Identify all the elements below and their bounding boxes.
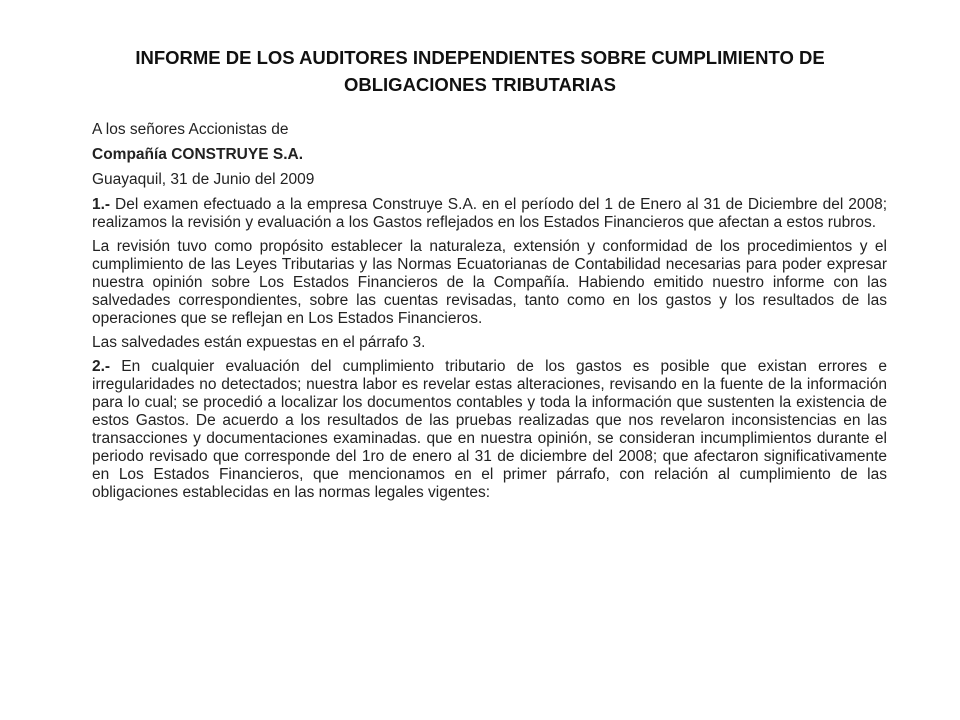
section-2-text: En cualquier evaluación del cumplimiento tributario de los gastos es posible que existan errores e irregularidades no detectados; nuestra labor es revelar estas alteraciones, revisando en la fuente de la información para lo cual; se procedió a localizar los documentos contables y toda la información que sustenten la existencia de estos Gastos. De acuerdo a los resultados de las pruebas realizadas que nos revelaron inconsistencias en las transacciones y documentaciones examinadas. que en nuestra opinión, se consideran incumplimientos durante el periodo revisado que corresponde del 1ro de enero al 31 de diciembre del 2008; que afectaron significativamente en Los Estados Financieros, que mencionamos en el primer párrafo, con relación al cumplimiento de las obligaciones establecidas en las normas legales vigentes: bbox=[92, 358, 887, 501]
document-title: INFORME DE LOS AUDITORES INDEPENDIENTES SOBRE CUMPLIMIENTO DE OBLIGACIONES TRIBUTARIAS bbox=[135, 47, 825, 95]
place-date: Guayaquil, 31 de Junio del 2009 bbox=[92, 171, 315, 188]
document-body bbox=[92, 121, 887, 508]
section-2-paragraph bbox=[92, 358, 887, 502]
company-name: Compañía CONSTRUYE S.A. bbox=[92, 146, 303, 163]
section-1-number: 1.- bbox=[92, 196, 111, 213]
section-1-text: Del examen efectuado a la empresa Construye S.A. en el período del 1 de Enero al 31 de Diciembre del 2008; realizamos la revisión y evaluación a los Gastos reflejados en los Estados Financieros que afectan a estos rubros. bbox=[92, 196, 887, 231]
review-paragraph: La revisión tuvo como propósito establecer la naturaleza, extensión y conformidad de los procedimientos y el cumplimiento de las Leyes Tributarias y las Normas Ecuatorianas de Contabilidad necesarias para poder expresar nuestra opinión sobre Los Estados Financieros de la Compañía. Habiendo emitido nuestro informe con las salvedades correspondientes, sobre las cuentas revisadas, tanto como en los gastos y los resultados de las operaciones que se reflejan en Los Estados Financieros. bbox=[92, 238, 887, 327]
salvedades-paragraph: Las salvedades están expuestas en el párrafo 3. bbox=[92, 334, 426, 351]
recipient-line: A los señores Accionistas de bbox=[92, 121, 289, 138]
section-1-paragraph bbox=[92, 196, 887, 232]
section-2-number: 2.- bbox=[92, 358, 111, 375]
